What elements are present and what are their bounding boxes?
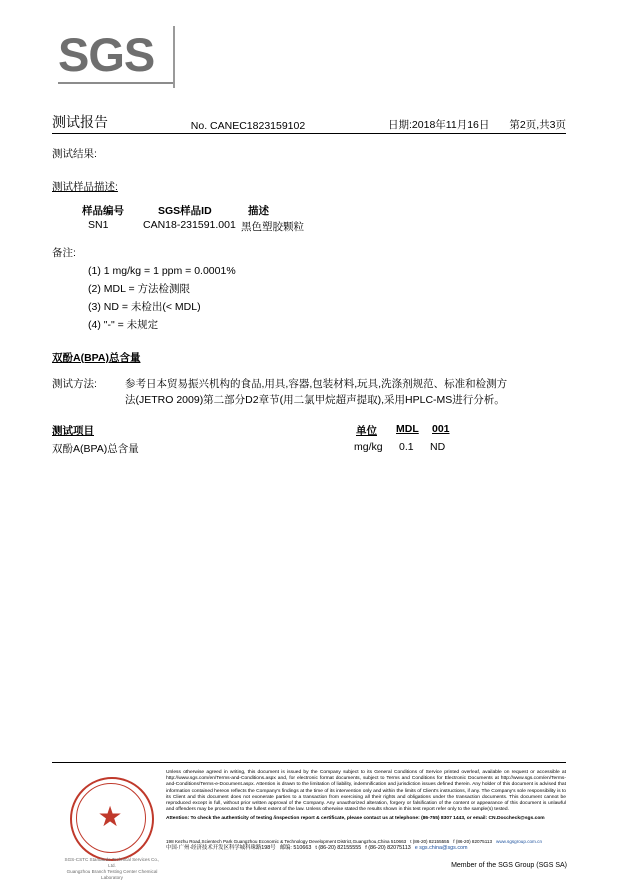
header-right xyxy=(388,117,566,132)
footer-disclaimer xyxy=(166,770,566,823)
footer-divider xyxy=(52,762,566,763)
page-number: 第2页,共3页 xyxy=(509,119,566,131)
cell-description: 黑色塑胶颗粒 xyxy=(241,221,304,233)
star-icon: ★ xyxy=(97,801,123,832)
report-number: No. CANEC1823159102 xyxy=(190,120,306,132)
remark-item-2: (2) MDL = 方法检测限 xyxy=(88,283,190,295)
cell-unit: mg/kg xyxy=(354,441,383,453)
sgs-logo-text: SGS xyxy=(58,28,155,81)
remarks-label: 备注: xyxy=(52,247,76,259)
method-line-2: 法(JETRO 2009)第二部分D2章节(用二氯甲烷超声提取),采用HPLC-MS进行分析。 xyxy=(125,394,505,406)
section-title-bpa: 双酚A(BPA)总含量 xyxy=(52,352,141,364)
col-result-001: 001 xyxy=(432,423,450,435)
stamp-caption xyxy=(62,857,162,881)
remark-item-4: (4) "-" = 未规定 xyxy=(88,319,159,331)
logo-underline xyxy=(58,82,173,84)
method-label: 测试方法: xyxy=(52,378,97,390)
member-note: Member of the SGS Group (SGS SA) xyxy=(451,862,567,869)
method-line-1: 参考日本贸易振兴机构的食品,用具,容器,包装材料,玩具,洗涤剂规范、标准和检测方 xyxy=(125,378,508,390)
col-mdl: MDL xyxy=(396,423,419,435)
address-en: 198 Kezhu Road,Scientech Park Guangzhou Economic & Technology Development District,Guangzhou,China 510663 xyxy=(166,839,407,844)
fax-en: f (86-20) 82075113 xyxy=(453,839,493,844)
remark-item-1: (1) 1 mg/kg = 1 ppm = 0.0001% xyxy=(88,265,236,277)
cell-result: ND xyxy=(430,441,446,453)
remark-item-3: (3) ND = 未检出(< MDL) xyxy=(88,301,201,313)
website-link[interactable]: www.sgsgroup.com.cn xyxy=(496,839,543,844)
page-title: 测试报告 xyxy=(52,114,108,130)
logo-vertical-bar xyxy=(173,26,175,88)
cell-sample-no: SN1 xyxy=(88,219,109,231)
stamp-caption-line-1: SGS-CSTC Standards Technical Services Co., Ltd. xyxy=(64,857,160,868)
stamp-caption-line-2: Guangzhou Branch Testing Center Chemical Laboratory xyxy=(66,869,158,880)
fax-cn: f (86-20) 82075113 xyxy=(365,845,411,851)
cell-test-item: 双酚A(BPA)总含量 xyxy=(52,443,139,455)
sample-description-label: 测试样品描述: xyxy=(52,181,118,193)
address-cn: 中国·广州·经济技术开发区科学城科珠路198号 xyxy=(166,845,276,851)
doccheck-email-link[interactable]: CN.Doccheck@sgs.com xyxy=(488,816,545,822)
cell-sgs-id: CAN18-231591.001 xyxy=(143,219,236,231)
report-header xyxy=(52,112,566,132)
tel-cn: t (86-20) 82155555 xyxy=(315,845,362,851)
report-date: 日期:2018年11月16日 xyxy=(388,119,490,131)
cell-mdl: 0.1 xyxy=(399,441,414,453)
tel-en: t (86-20) 82155555 xyxy=(410,839,450,844)
header-divider xyxy=(52,133,566,134)
col-sgs-id: SGS样品ID xyxy=(158,205,212,217)
footer-address xyxy=(166,838,566,852)
col-unit: 单位 xyxy=(356,425,377,437)
zip-cn: 邮编: 510663 xyxy=(279,845,312,851)
col-test-item: 测试项目 xyxy=(52,425,94,437)
email-cn-link[interactable]: e sgs.china@sgs.com xyxy=(414,845,468,851)
col-sample-no: 样品编号 xyxy=(82,205,124,217)
address-row-cn xyxy=(166,845,566,852)
sgs-logo xyxy=(58,30,178,88)
address-row-en xyxy=(166,838,566,845)
authenticity-notice[interactable]: Attention: To check the authenticity of testing /inspection report & certificate, please contact us at telephone: (86-755) 8307 1443, xyxy=(166,816,466,822)
col-description: 描述 xyxy=(248,205,269,217)
results-label: 测试结果: xyxy=(52,148,97,160)
disclaimer-text: Unless otherwise agreed in writing, this document is issued by the Company subject to its General Conditions of Service printed overleaf, available on request or accessible at http://www.sgs.com/en/Terms-and-Conditions.aspx and, for electronic format documents, subject to Terms and Conditions for Electronic Documents at http://www.sgs.com/en/Terms-and-Conditions/Terms-e-Document.aspx. Attention is drawn to the limitation of liability, indemnification and jurisdiction issues defined therein. Any holder of this document is advised that information contained hereon reflects the Company's findings at the time of its intervention only and within the limits of Client's instructions, if any. The Company's sole responsibility is to its Client and this document does not exonerate parties to a transaction from exercising all their rights and obligations under the transaction documents. This document cannot be reproduced except in full, without prior written approval of the Company. Any unauthorized alteration, forgery or falsification of the content or appearance of this document is unlawful and offenders may be prosecuted to the fullest extent of the law. Unless otherwise stated the results shown in this test report refer only to the sample(s) tested. xyxy=(166,770,566,813)
company-stamp xyxy=(62,773,160,880)
email-label: or email: xyxy=(466,816,488,822)
